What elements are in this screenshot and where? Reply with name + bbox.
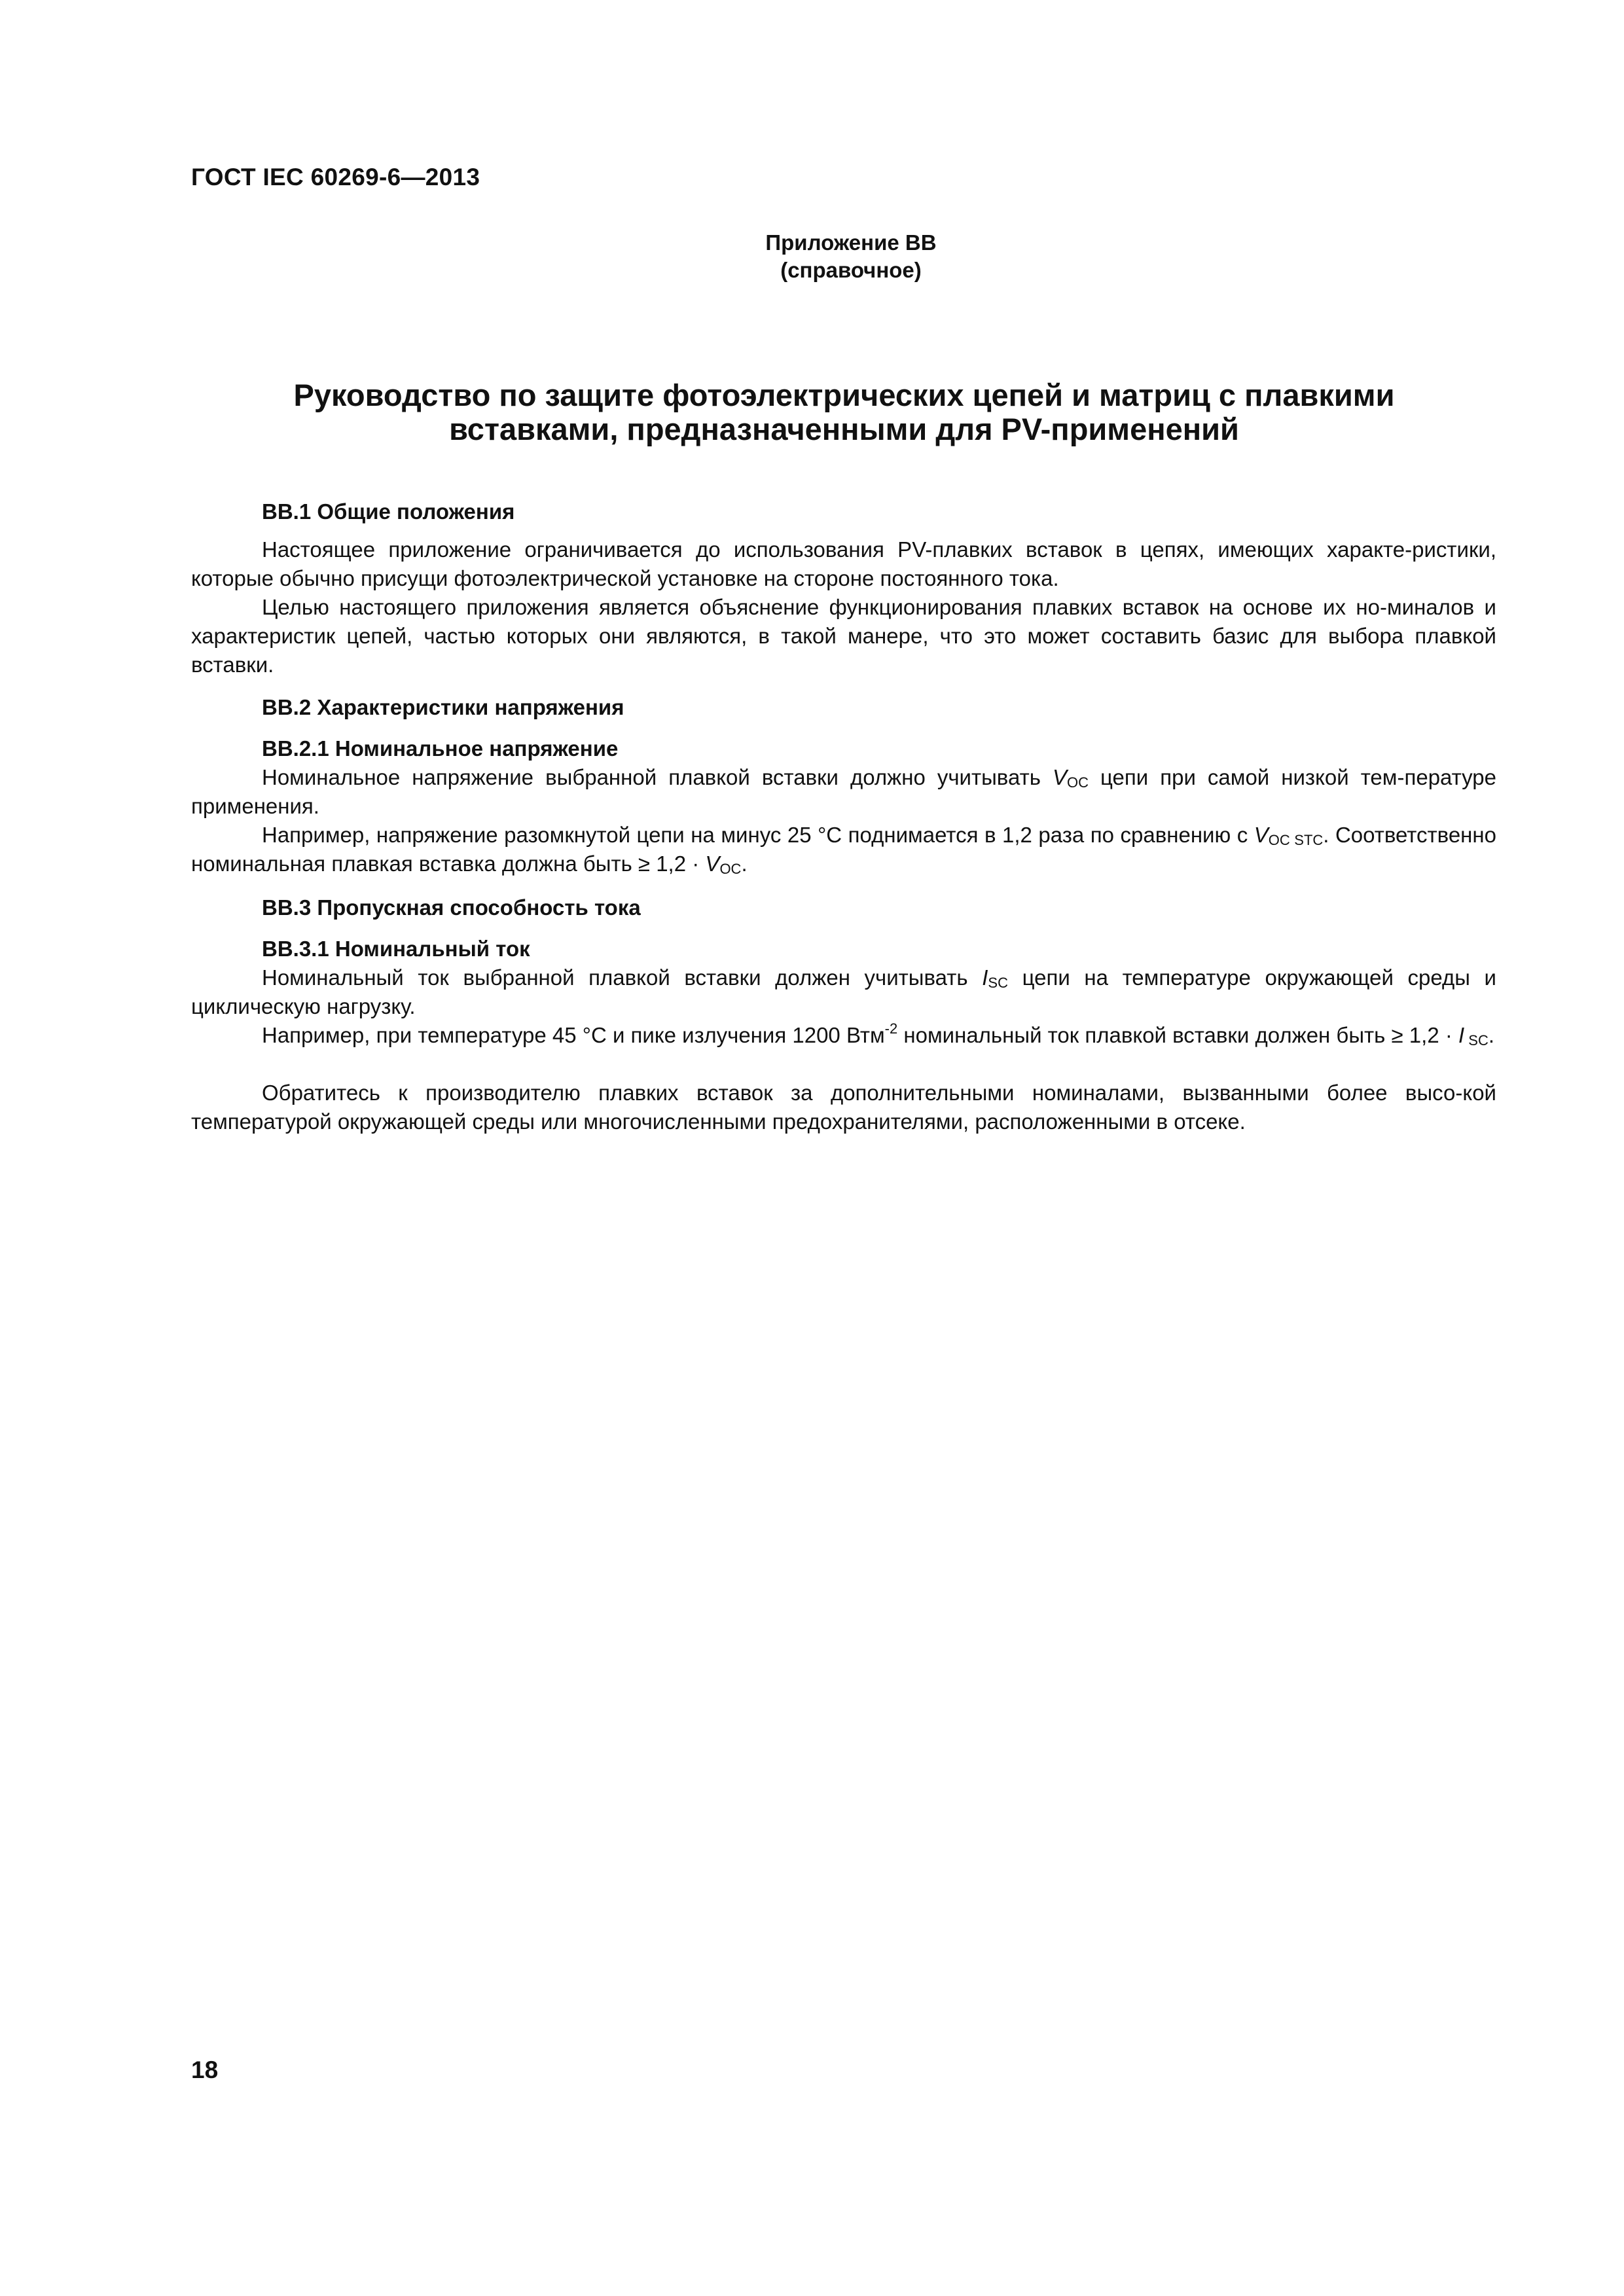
section-heading-bb3: ВВ.3 Пропускная способность тока — [262, 895, 641, 920]
section-heading-bb1: ВВ.1 Общие положения — [262, 499, 515, 524]
paragraph-bb31-1: Номинальный ток выбранной плавкой вставки должен учитывать $I_{SC}$ цепи на температуре окружающей среды и циклическую нагрузку. — [191, 965, 1496, 1018]
title-line-1: Руководство по защите фотоэлектрических цепей и матриц с плавкими — [293, 378, 1395, 412]
section-heading-bb21: ВВ.2.1 Номинальное напряжение — [262, 736, 619, 761]
paragraph-bb21-1: Номинальное напряжение выбранной плавкой вставки должно учитывать $V_{OC}$ цепи при самой низкой тем-пературе применения. — [191, 765, 1496, 818]
title-line-2: вставками, предназначенными для PV-применений — [449, 412, 1239, 446]
paragraph-bb1-2: Целью настоящего приложения является объяснение функционирования плавких вставок на основе их но-миналов и характеристик цепей, частью которых они являются, в такой манере, что это может составить базис для выбора плавкой вставки. — [191, 595, 1496, 677]
paragraph-bb21-2: Например, напряжение разомкнутой цепи на минус 25 °С поднимается в 1,2 раза по сравнению с $V_{OC STC}$. Соответственно номинальная плавкая вставка должна быть ≥ $1,2 \cdot V_{OC}$. — [191, 823, 1496, 877]
paragraph-bb31-3: Обратитесь к производителю плавких вставок за дополнительными номиналами, вызванными более высо-кой температурой окружающей среды или многочисленными предохранителями, расположенными в отсеке. — [191, 1081, 1496, 1134]
section-heading-bb31: ВВ.3.1 Номинальный ток — [262, 937, 530, 961]
appendix-label: Приложение ВВ — [765, 230, 937, 255]
paragraph-bb1-1: Настоящее приложение ограничивается до использования PV-плавких вставок в цепях, имеющих характе-ристики, которые обычно присущи фотоэлектрической установке на стороне постоянного тока. — [191, 537, 1496, 590]
appendix-block — [720, 229, 982, 284]
page-title — [191, 378, 1497, 446]
appendix-type: (справочное) — [780, 258, 922, 282]
document-code: ГОСТ IEC 60269-6—2013 — [191, 164, 480, 190]
page-number: 18 — [191, 2056, 219, 2083]
paragraph-bb31-2: Например, при температуре 45 °С и пике излучения 1200 Втм$^{-2}$ номинальный ток плавкой вставки должен быть ≥ 1,2 · I $_{SC}$. — [262, 1020, 1495, 1049]
section-heading-bb2: ВВ.2 Характеристики напряжения — [262, 695, 624, 719]
